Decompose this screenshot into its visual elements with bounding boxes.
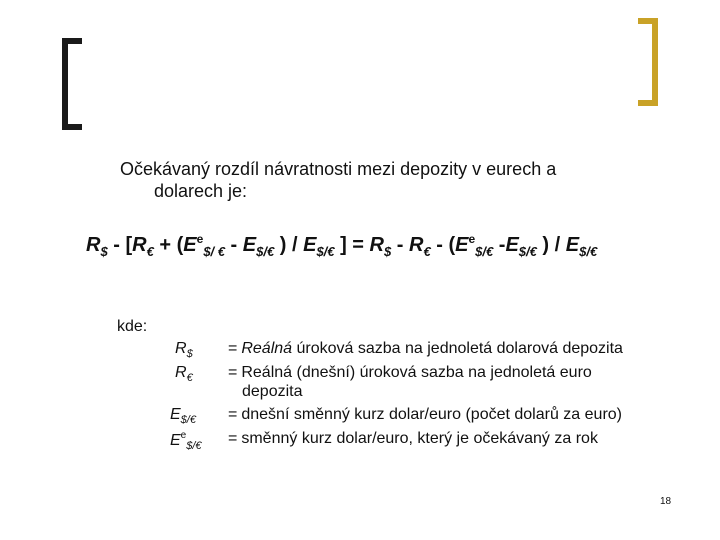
definition-e-expected bbox=[228, 430, 598, 448]
formula-R: R bbox=[86, 234, 101, 256]
formula-E: E bbox=[455, 234, 469, 256]
definition-r-dollar bbox=[228, 340, 623, 358]
symbol-letter: E bbox=[170, 432, 181, 449]
page-number: 18 bbox=[660, 496, 672, 507]
formula-E: E bbox=[242, 234, 257, 256]
formula-op: - bbox=[225, 234, 243, 256]
definition-italic-word: Reálná bbox=[241, 340, 293, 357]
formula-op: - bbox=[107, 234, 126, 256]
symbol-sub: $/€ bbox=[186, 440, 202, 452]
formula-op: - bbox=[391, 234, 409, 256]
formula-sub: $ bbox=[100, 244, 108, 259]
definition-r-euro bbox=[228, 364, 592, 382]
symbol-sup: e bbox=[180, 430, 187, 441]
symbol-letter: R bbox=[175, 340, 187, 357]
definition-text: dnešní směnný kurz dolar/euro (počet dolarů za euro) bbox=[241, 406, 622, 423]
left-bracket-top-cap bbox=[62, 38, 82, 44]
formula-sup: e bbox=[468, 232, 476, 246]
definition-equals: = bbox=[228, 364, 238, 381]
definition-e-rate bbox=[228, 406, 622, 424]
definition-text: úroková sazba na jednoletá dolarová depozita bbox=[292, 340, 623, 357]
symbol-r-dollar bbox=[175, 340, 193, 360]
formula-sub: $/€ bbox=[256, 244, 275, 259]
formula-sub: $/€ bbox=[475, 244, 494, 259]
formula-E: E bbox=[565, 234, 580, 256]
symbol-e-expected bbox=[170, 430, 202, 452]
formula-R: R bbox=[409, 234, 424, 256]
right-bracket-bottom-cap bbox=[638, 100, 658, 106]
definition-equals: = bbox=[228, 340, 238, 357]
left-bracket-decoration bbox=[62, 38, 68, 130]
symbol-e-rate bbox=[170, 406, 196, 426]
formula-R: R bbox=[132, 234, 147, 256]
formula-op: - bbox=[493, 234, 506, 256]
symbol-sub: $ bbox=[186, 348, 193, 360]
intro-text bbox=[120, 158, 660, 202]
formula-op: + ( bbox=[153, 234, 184, 256]
main-formula bbox=[86, 232, 597, 259]
formula-op: - ( bbox=[430, 234, 456, 256]
formula-E: E bbox=[505, 234, 519, 256]
definition-r-euro-continued bbox=[242, 383, 303, 401]
right-bracket-top-cap bbox=[638, 18, 658, 24]
formula-sub: $/€ bbox=[316, 244, 335, 259]
formula-op: ) / bbox=[536, 234, 566, 256]
formula-sub: $/€ bbox=[579, 244, 598, 259]
formula-sub: $/ € bbox=[203, 244, 225, 259]
left-bracket-bottom-cap bbox=[62, 124, 82, 130]
formula-R: R bbox=[369, 234, 384, 256]
definition-text: směnný kurz dolar/euro, který je očekávaný za rok bbox=[241, 430, 598, 447]
formula-sub: € bbox=[423, 244, 431, 259]
symbol-sub: $/€ bbox=[180, 414, 196, 426]
intro-line-1: Očekávaný rozdíl návratnosti mezi depozity v eurech a bbox=[120, 159, 557, 179]
formula-sup: e bbox=[196, 232, 204, 246]
formula-op: = bbox=[346, 234, 370, 256]
formula-sub: € bbox=[146, 244, 154, 259]
definition-equals: = bbox=[228, 430, 238, 447]
formula-sub: $/€ bbox=[518, 244, 537, 259]
symbol-sub: € bbox=[186, 372, 193, 384]
right-bracket-decoration bbox=[652, 18, 658, 106]
symbol-r-euro bbox=[175, 364, 193, 384]
symbol-letter: E bbox=[170, 406, 181, 423]
formula-op: ) / bbox=[274, 234, 304, 256]
formula-op: ] bbox=[334, 234, 347, 256]
symbol-letter: R bbox=[175, 364, 187, 381]
formula-sub: $ bbox=[383, 244, 392, 259]
definition-text: Reálná (dnešní) úroková sazba na jednoletá euro bbox=[241, 364, 592, 381]
formula-E: E bbox=[303, 234, 317, 256]
definition-equals: = bbox=[228, 406, 238, 423]
formula-E: E bbox=[183, 234, 197, 256]
intro-line-2: dolarech je: bbox=[154, 181, 248, 201]
definition-text: depozita bbox=[242, 383, 303, 400]
formula-op: [ bbox=[125, 234, 133, 256]
where-label: kde: bbox=[117, 318, 148, 335]
